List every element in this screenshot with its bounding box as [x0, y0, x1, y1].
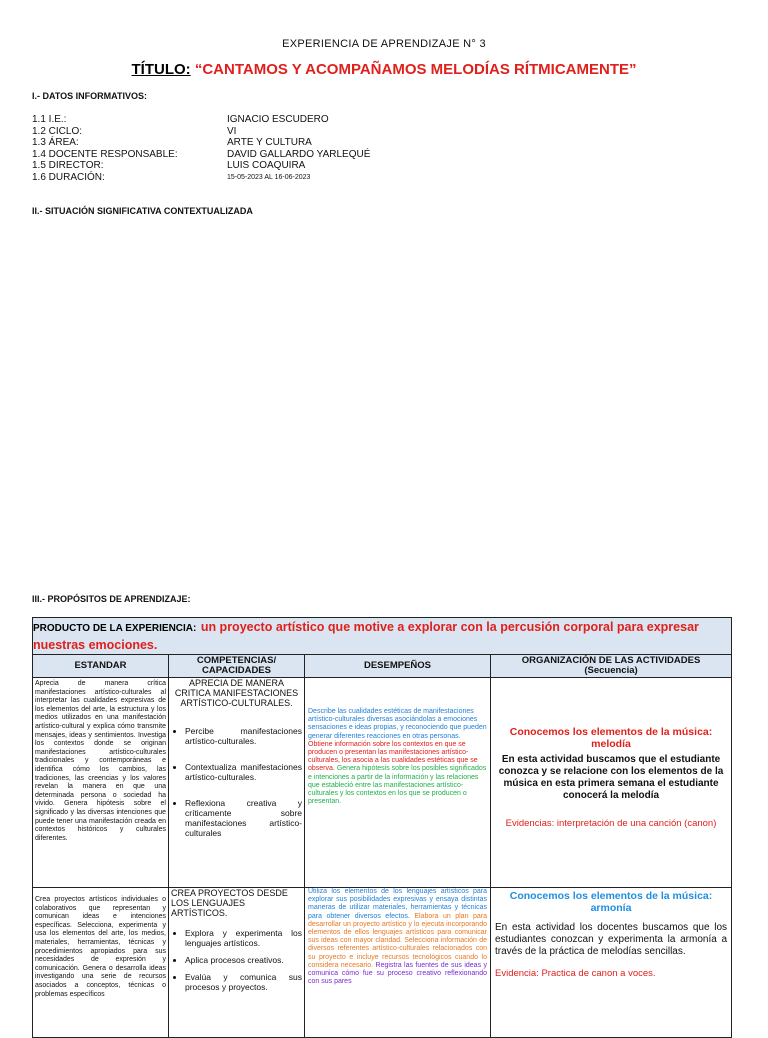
info-label: 1.2 CICLO:	[32, 125, 83, 137]
capacity-item: • Percibe manifestaciones artístico-culturales.	[185, 726, 302, 746]
section-heading-situation: II.- SITUACIÓN SIGNIFICATIVA CONTEXTUALIZADA	[32, 206, 253, 216]
column-header-performances: DESEMPEÑOS	[305, 655, 491, 678]
title-value: “CANTAMOS Y ACOMPAÑAMOS MELODÍAS RÍTMICAMENTE”	[194, 61, 637, 78]
performance-2: Obtiene información sobre los contextos en que se producen o presentan las manifestaciones artístico-culturales, los asocia a las cualidades estéticas que se observa.	[308, 740, 478, 773]
info-value: LUIS COAQUIRA	[227, 160, 306, 171]
organization-content	[491, 888, 731, 980]
organization-cell	[491, 888, 732, 1038]
capacity-item: • Aplica procesos creativos.	[185, 955, 302, 965]
capacity-item: • Contextualiza manifestaciones artístico-culturales.	[185, 762, 302, 782]
product-value: un proyecto artístico que motive a explorar con la percusión corporal para expresar nuestras emociones.	[33, 620, 699, 652]
product-cell	[33, 618, 732, 655]
capacities-list	[169, 726, 304, 838]
info-value: VI	[227, 125, 237, 137]
performance-2: Elabora un plan para desarrollar un proyecto artístico y lo ejecuta incorporando elementos de ellos lenguajes artísticos para comunicar sus ideas con mayor claridad. Selecciona información de diversos referentes artístico-culturales relacionados con su proyecto e incluye recursos tecnológicos cuando lo considera necesario.	[308, 912, 487, 969]
info-value: DAVID GALLARDO YARLEQUÉ	[227, 148, 371, 160]
performance-1: Describe las cualidades estéticas de manifestaciones artístico-culturales diversas asociándolas a emociones sensaciones e ideas propias, y reconociendo que pueden generar diferentes reacciones en otras personas.	[308, 708, 487, 740]
organization-content	[491, 678, 731, 830]
standard-cell	[33, 888, 169, 1038]
product-label: PRODUCTO DE LA EXPERIENCIA:	[33, 623, 197, 634]
info-value: ARTE Y CULTURA	[227, 137, 312, 148]
info-label: 1.4 DOCENTE RESPONSABLE:	[32, 148, 178, 160]
informative-data-list	[32, 114, 370, 183]
standard-text: Aprecia de manera crítica manifestaciones artístico-culturales al interpretar las cualidades expresivas de los elementos del arte, la estructura y los medios utilizados en una manifestación artístico-cultural y explica cómo transmite mensajes, ideas y sentimientos. Investiga los contextos donde se originan manifestaciones artístico-culturales tradicionales y contemporáneas e identifica cómo los cambios, las tradiciones, las creencias y los valores revelan la manera en que una determinada persona o sociedad ha vivido. Genera hipótesis sobre el significado y las diversas intenciones que puede tener una manifestación creada en contextos históricos y culturales diferentes.	[35, 680, 166, 842]
capacity-item: • Evalúa y comunica sus procesos y proyectos.	[185, 972, 302, 992]
standard-cell	[33, 678, 169, 888]
info-row	[32, 149, 370, 161]
activity-description: En esta actividad los docentes buscamos que los estudiantes conozcan y experimenta la armonía a través de la práctica de melodías sencillas.	[495, 922, 728, 957]
performances-text	[305, 888, 490, 986]
column-header-standard: ESTANDAR	[33, 655, 169, 678]
competence-title: APRECIA DE MANERA CRITICA MANIFESTACIONES ARTÍSTICO-CULTURALES.	[174, 678, 299, 708]
table-row	[33, 678, 732, 888]
competence-cell	[169, 678, 305, 888]
title-label: TÍTULO:	[131, 61, 191, 78]
table-row	[33, 888, 732, 1038]
competence-cell	[169, 888, 305, 1038]
activity-evidence: Evidencia: Practica de canon a voces.	[495, 968, 656, 979]
performances-cell	[305, 678, 491, 888]
performance-1: Utiliza los elementos de los lenguajes artísticos para explorar sus posibilidades expresivas y ensaya distintas maneras de utilizar materiales, herramientas y técnicas para obtener diversos efectos.	[308, 888, 487, 920]
capacity-item: • Explora y experimenta los lenguajes artísticos.	[185, 928, 302, 948]
standard-text: Crea proyectos artísticos individuales o colaborativos que representan y comunican ideas e intenciones específicas. Selecciona, experimenta y usa los elementos del arte, los medios, materiales, herramientas, técnicas y procedimientos apropiados para sus necesidades de expresión y comunicación. Genera o desarrolla ideas investigando una serie de recursos asociados a conceptos, técnicas o problemas específicos	[35, 896, 166, 998]
capacities-list	[169, 928, 304, 992]
info-row	[32, 160, 370, 172]
capacity-item: • Reflexiona creativa y críticamente sobre manifestaciones artístico-culturales	[185, 798, 302, 838]
activity-title: Conocemos los elementos de la música: armonía	[509, 890, 713, 914]
info-row	[32, 137, 370, 149]
column-header-organization	[491, 655, 732, 678]
performance-3: Genera hipótesis sobre los posibles significados e intenciones a partir de la información y las relaciones que estableció entre las manifestaciones artístico-culturales y los contextos en los que se producen o presentan.	[308, 765, 487, 806]
info-label: 1.6 DURACIÓN:	[32, 171, 105, 183]
competence-title: CREA PROYECTOS DESDE LOS LENGUAJES ARTÍSTICOS.	[171, 888, 288, 918]
info-label: 1.5 DIRECTOR:	[32, 160, 104, 171]
organization-cell	[491, 678, 732, 888]
purposes-table	[32, 617, 732, 1038]
column-header-competencies: COMPETENCIAS/ CAPACIDADES	[169, 655, 305, 678]
organization-header-sub: (Secuencia)	[584, 665, 638, 676]
activity-title: Conocemos los elementos de la música: melodía	[509, 726, 713, 750]
info-value: IGNACIO ESCUDERO	[227, 114, 329, 125]
info-row	[32, 126, 370, 138]
info-row	[32, 172, 370, 184]
document-title	[0, 61, 768, 78]
info-label: 1.3 ÁREA:	[32, 137, 79, 148]
performance-3: Registra las fuentes de sus ideas y comunica cómo fue su proceso creativo reflexionando con sus pares	[308, 961, 488, 986]
section-heading-informative-data: I.- DATOS INFORMATIVOS:	[32, 91, 147, 101]
section-heading-purposes: III.- PROPÓSITOS DE APRENDIZAJE:	[32, 594, 191, 604]
activity-evidence: Evidencias: interpretación de una canción (canon)	[505, 818, 717, 829]
experience-number: EXPERIENCIA DE APRENDIZAJE N° 3	[282, 38, 486, 50]
info-label: 1.1 I.E.:	[32, 114, 67, 125]
activity-description: En esta actividad buscamos que el estudiante conozca y se relacione con los elementos de la música en esta primera semana el estudiante conocerá la melodía	[498, 754, 724, 801]
info-row	[32, 114, 370, 126]
info-value: 15-05-2023 AL 16-06-2023	[227, 173, 311, 181]
performances-text	[305, 678, 490, 806]
performances-cell	[305, 888, 491, 1038]
organization-header-label: ORGANIZACIÓN DE LAS ACTIVIDADES	[521, 655, 701, 666]
